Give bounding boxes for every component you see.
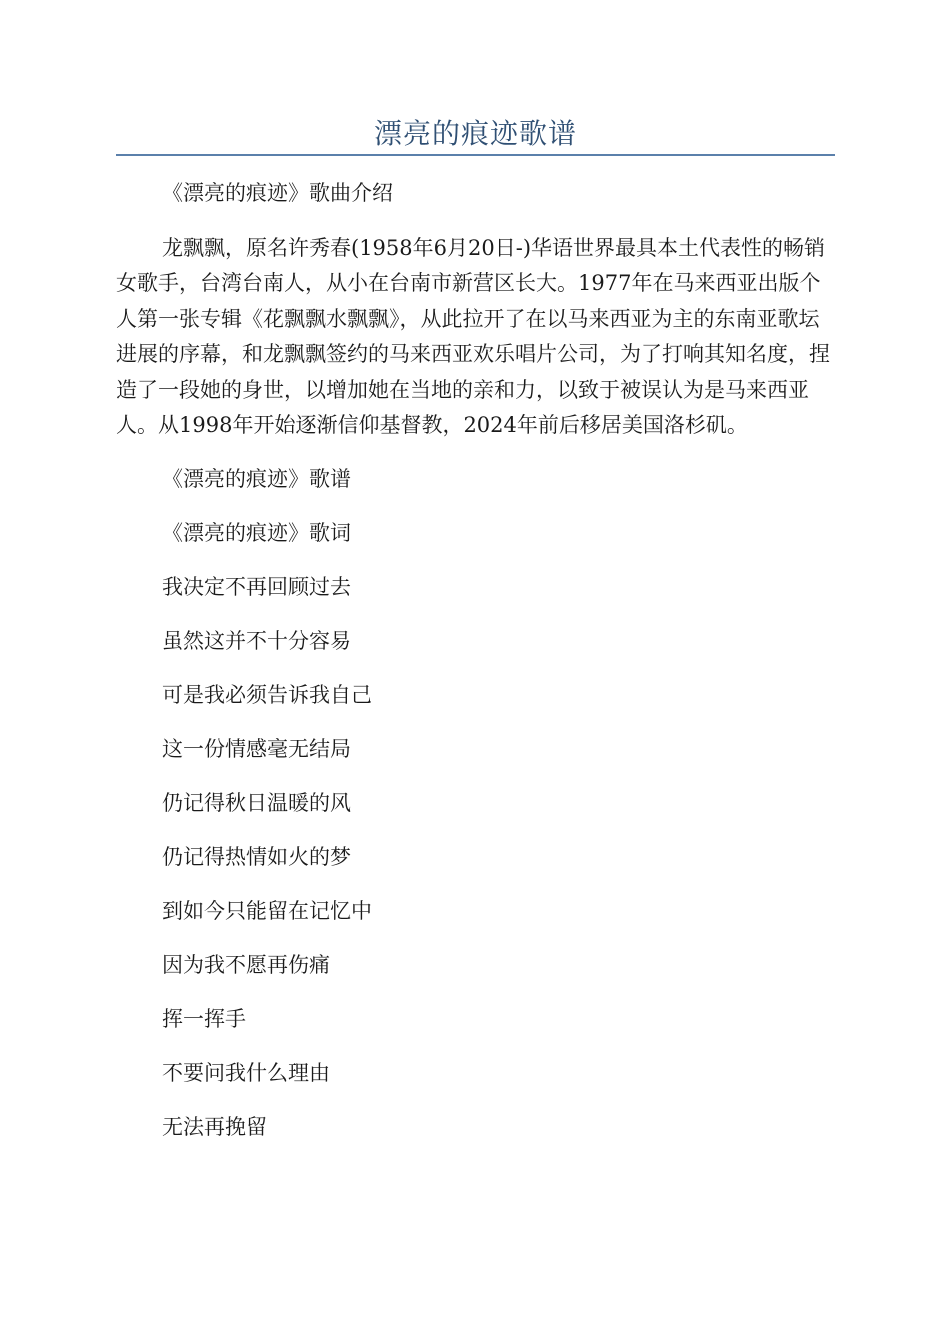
lyric-line: 这一份情感毫无结局	[162, 736, 351, 761]
document-page	[116, 0, 835, 1145]
score-heading: 《漂亮的痕迹》歌谱	[162, 466, 351, 491]
lyric-line: 可是我必须告诉我自己	[162, 682, 372, 707]
intro-heading: 《漂亮的痕迹》歌曲介绍	[162, 181, 393, 205]
lyric-line: 无法再挽留	[162, 1114, 267, 1139]
lyrics-heading: 《漂亮的痕迹》歌词	[162, 520, 351, 545]
bio-paragraph: 龙飘飘，原名许秀春(1958年6月20日-)华语世界最具本土代表性的畅销女歌手，台湾台南人，从小在台南市新营区长大。1977年在马来西亚出版个人第一张专辑《花飘飘水飘飘》，从此拉开了在以马来西亚为主的东南亚歌坛进展的序幕，和龙飘飘签约的马来西亚欢乐唱片公司，为了打响其知名度，捏造了一段她的身世，以增加她在当地的亲和力，以致于被误认为是马来西亚人。从1998年开始逐渐信仰基督教，2024年前后移居美国洛杉矶。	[116, 235, 830, 437]
lyric-line: 我决定不再回顾过去	[162, 574, 351, 599]
title-underline	[116, 154, 835, 156]
page-title: 漂亮的痕迹歌谱	[373, 117, 577, 150]
lyric-line: 仍记得热情如火的梦	[162, 844, 351, 869]
lyric-line: 仍记得秋日温暖的风	[162, 790, 351, 815]
lyric-line: 因为我不愿再伤痛	[162, 952, 330, 977]
lyric-line: 到如今只能留在记忆中	[162, 898, 372, 923]
lyric-line: 不要问我什么理由	[162, 1060, 330, 1085]
lyric-line: 挥一挥手	[162, 1006, 246, 1031]
lyric-line: 虽然这并不十分容易	[162, 628, 351, 653]
